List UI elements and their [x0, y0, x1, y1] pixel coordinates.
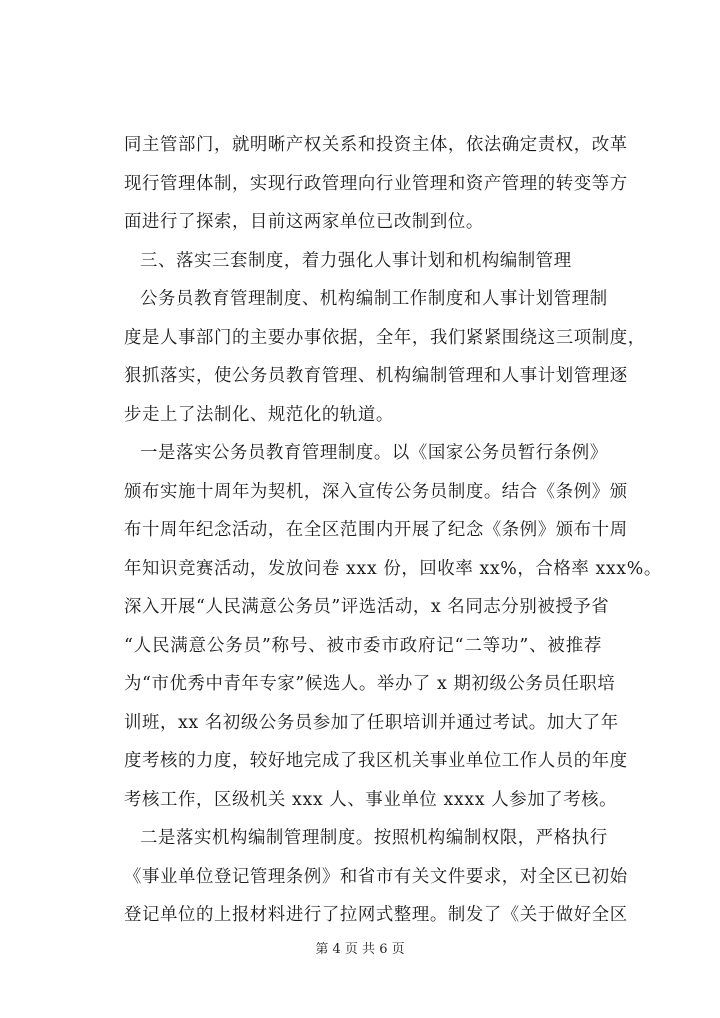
body-line: 同主管部门，就明晰产权关系和投资主体，依法确定责权，改革: [124, 135, 628, 155]
paragraph-first-line: 一是落实公务员教育管理制度。以《国家公务员暂行条例》: [140, 443, 608, 463]
body-line: 考核工作，区级机关 xxx 人、事业单位 xxxx 人参加了考核。: [124, 789, 618, 810]
body-line: 《事业单位登记管理条例》和省市有关文件要求，对全区已初始: [124, 866, 628, 887]
body-line: 年知识竞赛活动，发放问卷 xxx 份，回收率 xx%，合格率 xxx%。: [124, 558, 662, 579]
document-body: [124, 126, 662, 935]
body-line: 步走上了法制化、规范化的轨道。: [124, 404, 394, 425]
section-heading: 三、落实三套制度，着力强化人事计划和机构编制管理: [140, 250, 572, 271]
paragraph-first-line: 二是落实机构编制管理制度。按照机构编制权限，严格执行: [140, 828, 608, 848]
body-line: “人民满意公务员”称号、被市委市政府记“二等功”、被推荐: [124, 635, 602, 656]
body-line: 颁布实施十周年为契机，深入宣传公务员制度。结合《条例》颁: [124, 481, 628, 502]
body-line: 狠抓落实，使公务员教育管理、机构编制管理和人事计划管理逐: [124, 366, 628, 386]
body-line: 度是人事部门的主要办事依据，全年，我们紧紧围绕这三项制度，: [124, 327, 646, 348]
body-line: 训班，xx 名初级公务员参加了任职培训并通过考试。加大了年: [124, 712, 619, 733]
body-line: 度考核的力度，较好地完成了我区机关事业单位工作人员的年度: [124, 751, 628, 771]
body-line: 为“市优秀中青年专家”候选人。举办了 x 期初级公务员任职培: [124, 674, 616, 694]
paragraph-first-line: 公务员教育管理制度、机构编制工作制度和人事计划管理制: [140, 289, 608, 309]
page-number-footer: 第 4 页 共 6 页: [315, 942, 405, 957]
body-line: 面进行了探索，目前这两家单位已改制到位。: [124, 212, 484, 232]
body-line: 布十周年纪念活动，在全区范围内开展了纪念《条例》颁布十周: [124, 520, 628, 540]
body-line: 登记单位的上报材料进行了拉网式整理。制发了《关于做好全区: [124, 905, 628, 925]
body-line: 现行管理体制，实现行政管理向行业管理和资产管理的转变等方: [124, 173, 628, 194]
body-line: 深入开展“人民满意公务员”评选活动，x 名同志分别被授予省: [124, 597, 610, 617]
